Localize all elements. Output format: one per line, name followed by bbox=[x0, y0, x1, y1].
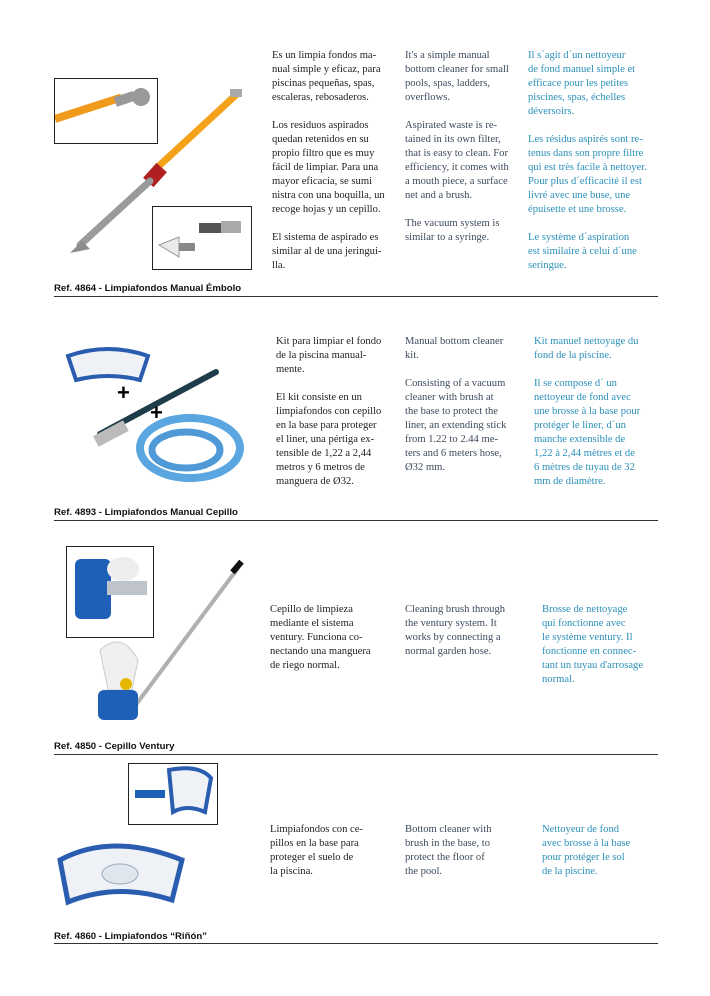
description-en: It's a simple manual bottom cleaner for small pools, spas, ladders, overflows. Aspirated waste is re- tained in its own filter, that is easy to clean. For efficiency, it comes with a mouth piece, a surface net and a brush. The vacuum system is similar to a syringe. bbox=[405, 50, 509, 243]
kidney-cleaner-image bbox=[52, 830, 192, 920]
description-en: Manual bottom cleaner kit. Consisting of a vacuum cleaner with brush at the base to protect the liner, an extending stick from 1.22 to 2.44 me- ters and 6 meters hose, Ø32 mm. bbox=[405, 336, 507, 473]
description-en: Bottom cleaner with brush in the base, to protect the floor of the pool. bbox=[405, 824, 492, 877]
description-es: Es un limpia fondos ma- nual simple y eficaz, para piscinas pequeñas, spas, escaleras, rebosaderos. Los residuos aspirados quedan retenidos en su propio filtro que es muy fácil de limpiar. Para una mayor eficacia, se sumi nistra con una boquilla, un recoge hojas y un cepillo. El sistema de aspirado es similar al de una jeringui- lla. bbox=[272, 50, 385, 271]
divider-line bbox=[54, 943, 658, 944]
product-reference: Ref. 4860 - Limpiafondos “Riñón” bbox=[54, 931, 207, 942]
product-reference: Ref. 4850 - Cepillo Ventury bbox=[54, 741, 175, 752]
description-es: Cepillo de limpieza mediante el sistema ventury. Funciona co- nectando una manguera de riego normal. bbox=[270, 604, 371, 671]
description-fr: Il s´agit d´un nettoyeur de fond manuel simple et efficace pour les petites piscines, spas, échelles déversoirs. Les résidus aspirés sont re- tenus dans son propre filtre qui est très facile à nettoyer. Pour plus d´efficacité il est livré avec une buse, une épuisette et une brosse. Le système d´aspiration est similaire à celui d´une seringue. bbox=[528, 50, 647, 271]
description-es: Kit para limpiar el fondo de la piscina manual- mente. El kit consiste en un limpiafondos con cepillo en la base para proteger el liner, una pértiga ex- tensible de 1,22 a 2,44 metros y 6 metros de manguera de Ø32. bbox=[276, 336, 382, 487]
product-image-frame bbox=[128, 763, 218, 825]
plus-sign: + bbox=[150, 400, 163, 425]
description-fr: Kit manuel nettoyage du fond de la piscine. Il se compose d´ un nettoyeur de fond avec une brosse à la base pour protéger le liner, d´un manche extensible de 1,22 à 2,44 mètres et de 6 mètres de tuyau de 32 mm de diamètre. bbox=[534, 336, 641, 487]
description-fr: Brosse de nettoyage qui fonctionne avec le système ventury. Il fonctionne en connec- tant un tuyau d'arrosage normal. bbox=[542, 604, 644, 685]
plus-sign: + bbox=[117, 380, 130, 405]
kidney-cleaner-top-image bbox=[129, 764, 217, 824]
product-reference: Ref. 4893 - Limpiafondos Manual Cepillo bbox=[54, 507, 238, 518]
product-reference: Ref. 4864 - Limpiafondos Manual Émbolo bbox=[54, 283, 242, 294]
description-fr: Nettoyeur de fond avec brosse à la base pour protéger le sol de la piscine. bbox=[542, 824, 631, 877]
description-es: Limpiafondos con ce- pillos en la base para proteger el suelo de la piscina. bbox=[270, 824, 363, 877]
description-en: Cleaning brush through the ventury system. It works by connecting a normal garden hose. bbox=[405, 604, 506, 657]
